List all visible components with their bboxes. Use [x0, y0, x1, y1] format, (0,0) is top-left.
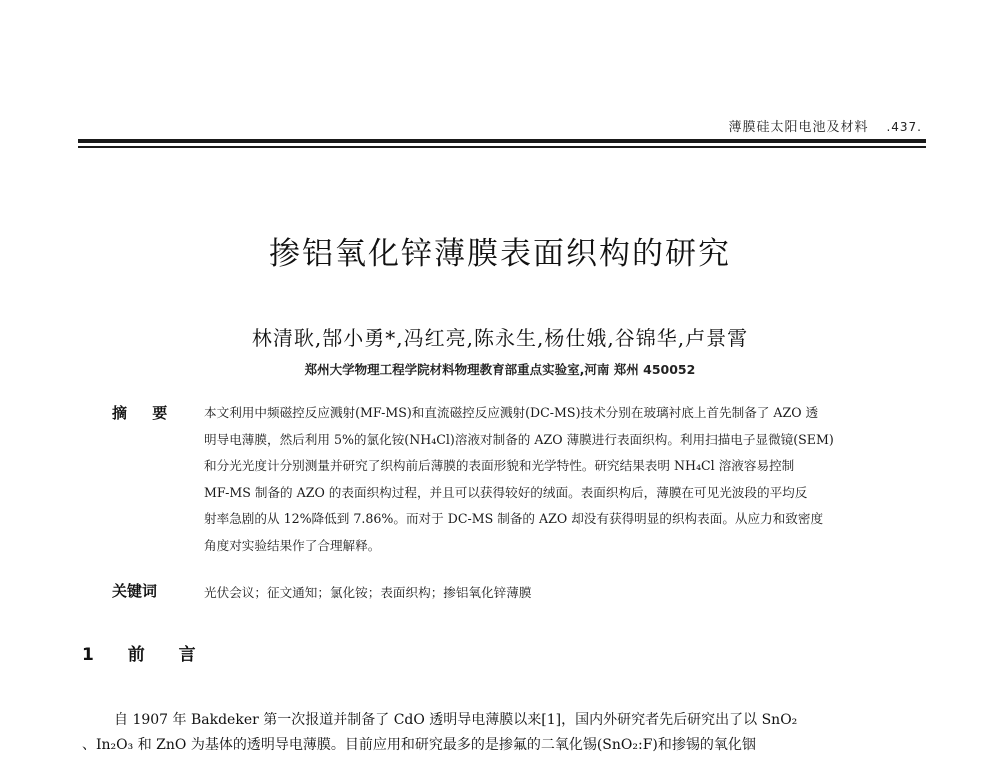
abstract-line: 角度对实验结果作了合理解释。 — [204, 537, 381, 553]
affiliation: 郑州大学物理工程学院材料物理教育部重点实验室,河南 郑州 450052 — [304, 362, 696, 377]
abstract-line: 和分光光度计分别测量并研究了织构前后薄膜的表面形貌和光学特性。研究结果表明 NH₄Cl 溶液容易控制 — [204, 458, 795, 474]
keywords-label: 关键词 — [112, 582, 158, 600]
journal-name: 薄膜硅太阳电池及材料 — [728, 120, 869, 135]
abstract-line: 明导电薄膜，然后利用 5%的氯化铵(NH₄Cl)溶液对制备的 AZO 薄膜进行表面织构。利用扫描电子显微镜(SEM) — [204, 431, 834, 447]
abstract-line: MF-MS 制备的 AZO 的表面织构过程，并且可以获得较好的绒面。表面织构后，薄膜在可见光波段的平均反 — [204, 484, 808, 500]
paper-title: 掺铝氧化锌薄膜表面织构的研究 — [269, 236, 731, 272]
section-heading: 1 前 言 — [82, 645, 210, 665]
body-line: 自 1907 年 Bakdeker 第一次报道并制备了 CdO 透明导电薄膜以来[1]，国内外研究者先后研究出了以 SnO₂ — [114, 712, 798, 728]
header-rule-thin — [78, 146, 926, 148]
keywords-text: 光伏会议；征文通知；氯化铵；表面织构；掺铝氧化锌薄膜 — [204, 585, 532, 600]
body-line: 、In₂O₃ 和 ZnO 为基体的透明导电薄膜。目前应用和研究最多的是掺氟的二氧化锡(SnO₂:F)和掺锡的氧化铟 — [82, 737, 756, 753]
page-number: .437. — [886, 120, 922, 134]
abstract-line: 本文利用中频磁控反应溅射(MF-MS)和直流磁控反应溅射(DC-MS)技术分别在玻璃衬底上首先制备了 AZO 透 — [204, 405, 819, 420]
abstract-label: 摘 要 — [112, 404, 178, 422]
abstract-body — [204, 400, 922, 560]
section-body — [82, 708, 928, 758]
header-rule-thick — [78, 139, 926, 143]
running-header — [728, 116, 922, 135]
abstract-line: 射率急剧的从 12%降低到 7.86%。而对于 DC-MS 制备的 AZO 却没有获得明显的织构表面。从应力和致密度 — [204, 511, 824, 527]
author-list: 林清耿,郜小勇*,冯红亮,陈永生,杨仕娥,谷锦华,卢景霄 — [251, 326, 749, 350]
